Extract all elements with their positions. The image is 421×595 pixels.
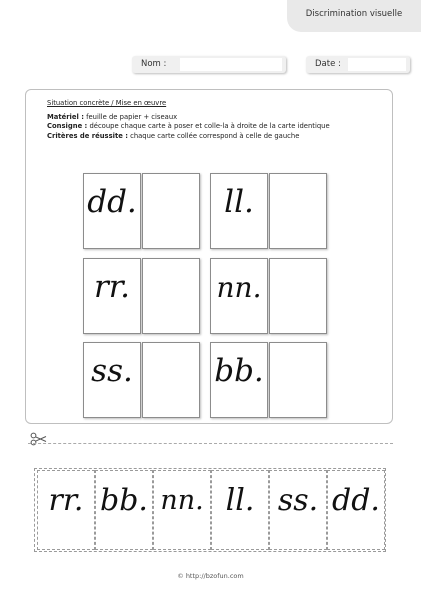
cutout-card[interactable] bbox=[153, 470, 211, 550]
date-field bbox=[306, 56, 410, 73]
criteres-line bbox=[47, 132, 330, 141]
card-letters: ss. bbox=[277, 483, 319, 518]
empty-paste-card[interactable] bbox=[142, 342, 200, 418]
criteres-label: Critères de réussite : bbox=[47, 131, 128, 140]
criteres-text: chaque carte collée correspond à celle de gauche bbox=[127, 131, 300, 140]
model-card bbox=[210, 173, 268, 249]
cutout-card[interactable] bbox=[327, 470, 385, 550]
empty-paste-card[interactable] bbox=[142, 173, 200, 249]
empty-paste-card[interactable] bbox=[269, 258, 327, 334]
empty-paste-card[interactable] bbox=[269, 342, 327, 418]
card-letters: ss. bbox=[91, 353, 133, 389]
card-letters: dd. bbox=[332, 483, 380, 518]
instructions-block bbox=[47, 99, 330, 141]
card-letters: rr. bbox=[48, 483, 84, 518]
materiel-text: feuille de papier + ciseaux bbox=[83, 113, 178, 122]
consigne-text: découpe chaque carte à poser et colle-la à droite de la carte identique bbox=[87, 122, 330, 131]
card-letters: nn. bbox=[216, 271, 262, 304]
model-card bbox=[83, 258, 141, 334]
situation-heading: Situation concrète / Mise en œuvre bbox=[47, 99, 167, 107]
name-label: Nom : bbox=[141, 59, 167, 69]
card-letters: dd. bbox=[87, 184, 137, 220]
consigne-label: Consigne : bbox=[47, 122, 88, 131]
empty-paste-card[interactable] bbox=[142, 258, 200, 334]
cutout-card[interactable] bbox=[269, 470, 327, 550]
header-tab bbox=[287, 0, 421, 32]
consigne-line bbox=[47, 122, 330, 131]
cut-line bbox=[28, 443, 393, 444]
materiel-label: Matériel : bbox=[47, 113, 84, 122]
card-letters: nn. bbox=[160, 485, 204, 516]
card-letters: ll. bbox=[225, 483, 255, 518]
card-letters: ll. bbox=[224, 184, 254, 220]
materiel-line bbox=[47, 113, 330, 122]
cutout-card[interactable] bbox=[95, 470, 153, 550]
date-label: Date : bbox=[315, 59, 341, 69]
page-title: Discrimination visuelle bbox=[305, 9, 403, 19]
model-card bbox=[83, 173, 141, 249]
model-card bbox=[210, 258, 268, 334]
card-letters: rr. bbox=[93, 269, 131, 305]
card-letters: bb. bbox=[100, 483, 148, 518]
date-input-box[interactable] bbox=[348, 58, 406, 71]
model-card bbox=[83, 342, 141, 418]
name-field bbox=[132, 56, 286, 73]
card-letters: bb. bbox=[214, 353, 264, 389]
cutout-card[interactable] bbox=[37, 470, 95, 550]
cutout-card[interactable] bbox=[211, 470, 269, 550]
model-card bbox=[210, 342, 268, 418]
name-input-box[interactable] bbox=[180, 58, 282, 71]
footer-credit: © http://bzofun.com bbox=[177, 572, 244, 580]
empty-paste-card[interactable] bbox=[269, 173, 327, 249]
